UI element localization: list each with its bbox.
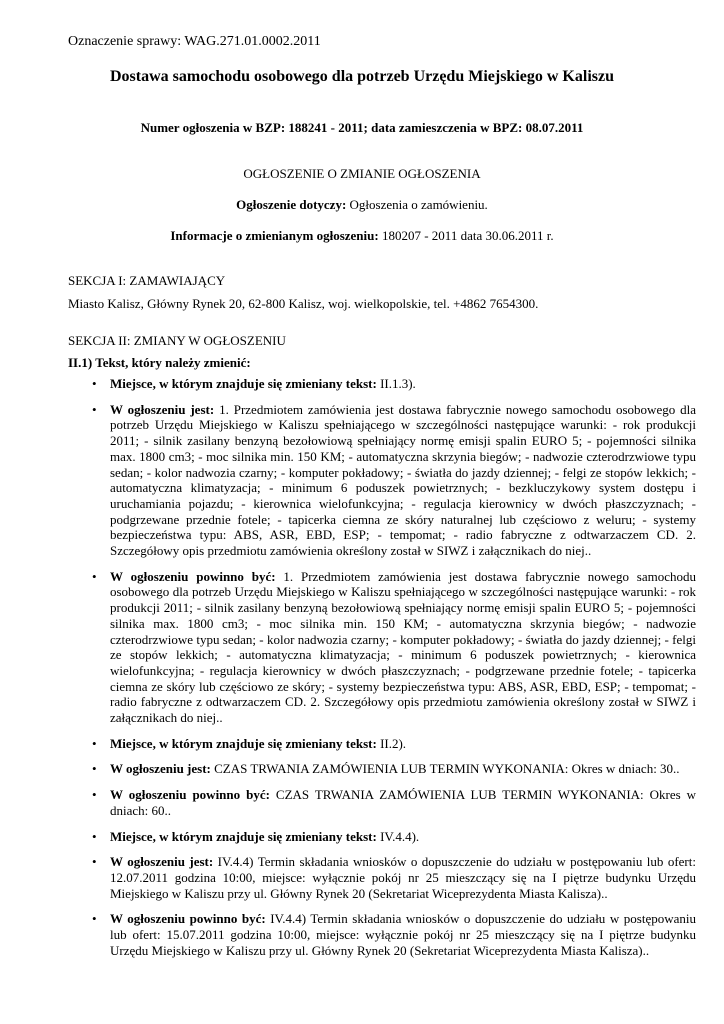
list-item: [68, 787, 696, 818]
notice-concerns-value: Ogłoszenia o zamówieniu.: [346, 197, 488, 212]
bullet: •: [92, 735, 97, 751]
case-reference: Oznaczenie sprawy: WAG.271.01.0002.2011: [68, 34, 321, 49]
changed-notice-info: [0, 228, 724, 244]
item-label: W ogłoszeniu jest:: [110, 761, 211, 777]
item-text: 1. Przedmiotem zamówienia jest dostawa fabrycznie nowego samochodu osobowego dla potrzeb Urzędu Miejskiego w Kaliszu spełniającego w szczególności następujące warunki: - rok produkcji 2011; - silnik zasilany benzyną bezołowiową spełniający normę emisji spalin EURO 5; - pojemności silnika max. 1800 cm3; - moc silnika min. 150 KM; - automatyczna skrzynia biegów; - nadwozie czterodrzwiowe typu sedan; - kolor nadwozia czarny; - komputer pokładowy; - światła do jazdy dziennej; - felgi ze stopów lekkich; - automatyczna klimatyzacja; - minimum 6 poduszek powietrznych; - bezkluczykowy system dostępu i uruchamiania pojazdu; - kierownica wielofunkcyjna; - regulacja kierownicy w dwóch płaszczyznach; - podgrzewane przednie fotele; - tapicerka ciemna ze skóry naturalnej lub częściowo z weluru; - systemy bezpieczeństwa typu: ABS, ASR, EBD, ESP; - tempomat; - radio fabryczne z odtwarzaczem CD. 2. Szczegółowy opis przedmiotu zamówienia określony został w SIWZ i załącznikach do niej..: [110, 401, 696, 559]
list-item: [68, 376, 696, 392]
item-text: II.1.3).: [376, 376, 416, 391]
list-item: [68, 829, 696, 845]
item-label: Miejsce, w którym znajduje się zmieniany tekst:: [110, 735, 377, 751]
changed-notice-info-label: Informacje o zmienianym ogłoszeniu:: [170, 228, 379, 243]
list-item: [68, 761, 696, 777]
section2-subheading: II.1) Tekst, który należy zmienić:: [68, 355, 251, 370]
item-label: W ogłoszeniu jest:: [110, 854, 214, 870]
bullet: •: [92, 376, 97, 391]
list-item: [68, 569, 696, 726]
changed-notice-info-value: 180207 - 2011 data 30.06.2011 r.: [378, 228, 554, 243]
list-item: [68, 854, 696, 901]
item-label: Miejsce, w którym znajduje się zmieniany tekst:: [110, 376, 377, 391]
notice-type: OGŁOSZENIE O ZMIANIE OGŁOSZENIA: [243, 166, 481, 181]
notice-concerns-label: Ogłoszenie dotyczy:: [236, 197, 347, 212]
item-text: CZAS TRWANIA ZAMÓWIENIA LUB TERMIN WYKONANIA: Okres w dniach: 60..: [110, 787, 696, 818]
list-item: [68, 736, 696, 752]
item-text: CZAS TRWANIA ZAMÓWIENIA LUB TERMIN WYKONANIA: Okres w dniach: 30..: [210, 761, 680, 777]
item-label: W ogłoszeniu powinno być:: [110, 787, 270, 803]
notice-number: Numer ogłoszenia w BZP: 188241 - 2011; data zamieszczenia w BPZ: 08.07.2011: [140, 120, 584, 135]
item-text: IV.4.4) Termin składania wniosków o dopuszczenie do udziału w postępowaniu lub ofert: 12.07.2011 godzina 10:00, miejsce: wyłącznie pokój nr 25 mieszczący się na I piętrze budynku Urzędu Miejskiego w Kaliszu przy ul. Główny Rynek 20 (Sekretariat Wiceprezydenta Miasta Kalisza)..: [110, 854, 696, 901]
item-label: W ogłoszeniu powinno być:: [110, 568, 276, 584]
notice-concerns: [0, 197, 724, 213]
item-label: W ogłoszeniu jest:: [110, 401, 215, 417]
bullet: •: [92, 911, 97, 927]
bullet: •: [92, 761, 97, 777]
item-label: Miejsce, w którym znajduje się zmieniany tekst:: [110, 828, 377, 844]
bullet: •: [92, 787, 97, 803]
bullet: •: [92, 568, 97, 584]
bullet: •: [92, 828, 97, 844]
bullet: •: [92, 854, 97, 870]
item-label: W ogłoszeniu powinno być:: [110, 911, 266, 927]
section1-body: Miasto Kalisz, Główny Rynek 20, 62-800 Kalisz, woj. wielkopolskie, tel. +4862 7654300.: [68, 296, 539, 311]
section2-heading: SEKCJA II: ZMIANY W OGŁOSZENIU: [68, 333, 286, 348]
bullet: •: [92, 401, 97, 417]
section1-heading: SEKCJA I: ZAMAWIAJĄCY: [68, 273, 226, 288]
document-title: Dostawa samochodu osobowego dla potrzeb Urzędu Miejskiego w Kaliszu: [110, 68, 614, 85]
changes-list: [68, 376, 696, 969]
item-text: 1. Przedmiotem zamówienia jest dostawa fabrycznie nowego samochodu osobowego dla potrzeb Urzędu Miejskiego w Kaliszu spełniającego w szczególności następujące warunki: - rok produkcji 2011; - silnik zasilany benzyną bezołowiową spełniający normę emisji spalin EURO 5; - pojemności silnika max. 1800 cm3; - moc silnika min. 150 KM; - automatyczna skrzynia biegów; - nadwozie czterodrzwiowe typu sedan; - kolor nadwozia czarny; - komputer pokładowy; - światła do jazdy dziennej; - felgi ze stopów lekkich; - automatyczna klimatyzacja; - minimum 6 poduszek powietrznych; - kierownica wielofunkcyjna; - regulacja kierownicy w dwóch płaszczyznach; - podgrzewane przednie fotele; - tapicerka ciemna ze skóry lub częściowo ze skóry; - systemy bezpieczeństwa typu: ABS, ASR, EBD, ESP; - tempomat; - radio fabryczne z odtwarzaczem CD. 2. Szczegółowy opis przedmiotu zamówienia określony został w SIWZ i załącznikach do niej..: [110, 568, 696, 726]
list-item: [68, 402, 696, 559]
item-text: IV.4.4).: [376, 828, 420, 844]
list-item: [68, 911, 696, 958]
item-text: IV.4.4) Termin składania wniosków o dopuszczenie do udziału w postępowaniu lub ofert: 15.07.2011 godzina 10:00, miejsce: wyłącznie pokój nr 25 mieszczący się na I piętrze budynku Urzędu Miejskiego w Kaliszu przy ul. Główny Rynek 20 (Sekretariat Wiceprezydenta Miasta Kalisza)..: [110, 911, 696, 958]
item-text: II.2).: [376, 735, 407, 751]
